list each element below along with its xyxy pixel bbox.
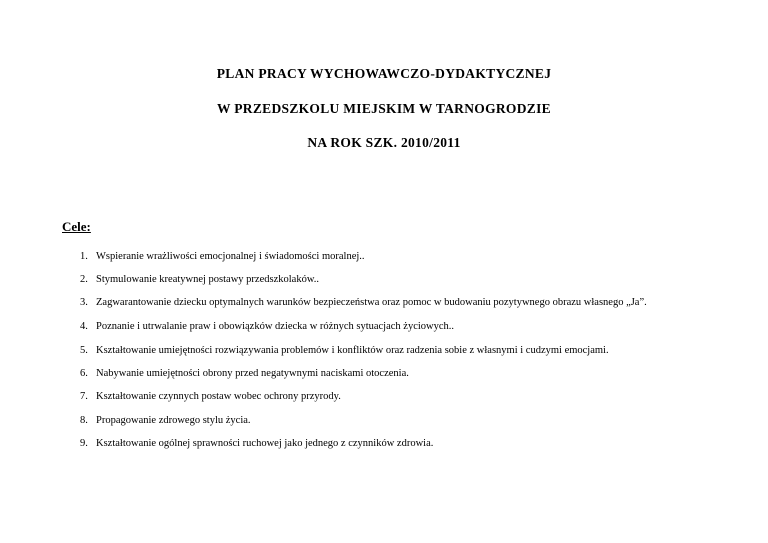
goal-number: 1. — [80, 251, 88, 262]
goal-item — [80, 273, 319, 287]
goal-item — [80, 344, 609, 358]
document-title-line-2: W PRZEDSZKOLU MIEJSKIM W TARNOGRODZIE — [217, 101, 551, 116]
goal-item — [80, 390, 341, 404]
goal-item — [80, 250, 365, 264]
goal-number: 2. — [80, 274, 88, 285]
goal-number: 9. — [80, 438, 88, 449]
goal-item — [80, 320, 454, 334]
goal-number: 8. — [80, 415, 88, 426]
goal-item — [80, 414, 251, 428]
goal-text: Stymulowanie kreatywnej postawy przedszkolaków.. — [96, 274, 319, 285]
goal-text: Kształtowanie umiejętności rozwiązywania problemów i konfliktów oraz radzenia sobie z własnymi i cudzymi emocjami. — [96, 345, 609, 356]
goal-text: Wspieranie wrażliwości emocjonalnej i świadomości moralnej.. — [96, 251, 365, 262]
document-title-line-3: NA ROK SZK. 2010/2011 — [307, 135, 461, 150]
goal-item — [80, 437, 433, 451]
goal-text: Kształtowanie ogólnej sprawności ruchowej jako jednego z czynników zdrowia. — [96, 438, 434, 449]
goal-text: Nabywanie umiejętności obrony przed negatywnymi naciskami otoczenia. — [96, 368, 409, 379]
document-title-line-1: PLAN PRACY WYCHOWAWCZO-DYDAKTYCZNEJ — [216, 66, 552, 81]
goal-text: Poznanie i utrwalanie praw i obowiązków dziecka w różnych sytuacjach życiowych.. — [96, 321, 455, 332]
goals-heading: Cele: — [62, 219, 91, 234]
goal-text: Propagowanie zdrowego stylu życia. — [96, 415, 251, 426]
goal-number: 3. — [80, 297, 88, 308]
goal-number: 6. — [80, 368, 88, 379]
goal-number: 4. — [80, 321, 88, 332]
goal-item — [80, 367, 409, 381]
goal-text: Zagwarantowanie dziecku optymalnych warunków bezpieczeństwa oraz pomoc w budowaniu pozytywnego obrazu własnego „Ja”. — [96, 297, 647, 308]
goal-number: 7. — [80, 391, 88, 402]
goal-number: 5. — [80, 345, 88, 356]
goal-text: Kształtowanie czynnych postaw wobec ochrony przyrody. — [96, 391, 341, 402]
goal-item — [80, 296, 647, 310]
